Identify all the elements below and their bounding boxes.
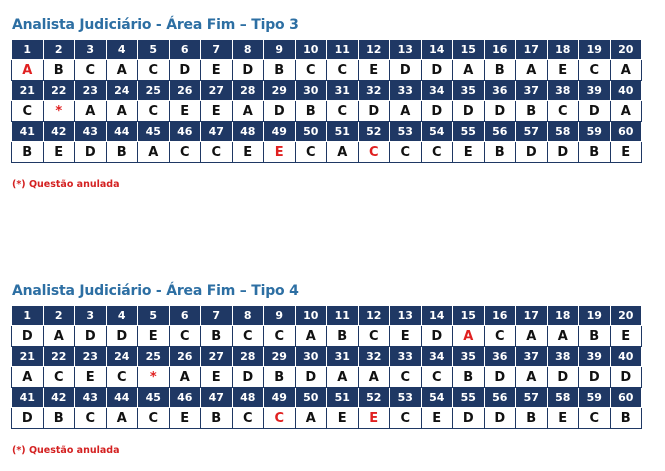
question-number: 23 bbox=[75, 81, 107, 101]
answer-cell: C bbox=[484, 326, 516, 347]
question-number: 39 bbox=[579, 347, 611, 367]
question-number: 6 bbox=[169, 40, 201, 60]
question-number: 53 bbox=[390, 122, 422, 142]
question-number: 56 bbox=[484, 122, 516, 142]
question-number: 16 bbox=[484, 40, 516, 60]
answer-cell: C bbox=[169, 326, 201, 347]
answer-cell: C bbox=[138, 101, 170, 122]
question-number: 17 bbox=[516, 40, 548, 60]
question-number: 59 bbox=[579, 388, 611, 408]
question-number: 49 bbox=[264, 122, 296, 142]
question-number: 9 bbox=[264, 40, 296, 60]
question-number: 58 bbox=[547, 122, 579, 142]
question-number: 52 bbox=[358, 122, 390, 142]
question-number: 42 bbox=[43, 388, 75, 408]
question-number: 43 bbox=[75, 122, 107, 142]
question-number: 7 bbox=[201, 40, 233, 60]
question-number: 45 bbox=[138, 388, 170, 408]
question-number: 46 bbox=[169, 122, 201, 142]
answer-cell: E bbox=[201, 367, 233, 388]
answer-cell: A bbox=[75, 101, 107, 122]
answer-cell: E bbox=[138, 326, 170, 347]
answer-row bbox=[12, 60, 642, 81]
answer-cell: C bbox=[327, 101, 359, 122]
answer-row bbox=[12, 101, 642, 122]
answer-cell: A bbox=[516, 326, 548, 347]
question-number: 3 bbox=[75, 40, 107, 60]
answer-cell: A bbox=[12, 367, 44, 388]
answer-cell: D bbox=[579, 101, 611, 122]
answer-cell: D bbox=[453, 408, 485, 429]
question-number: 50 bbox=[295, 122, 327, 142]
answer-cell: C bbox=[295, 60, 327, 81]
question-number: 58 bbox=[547, 388, 579, 408]
answer-cell: E bbox=[169, 101, 201, 122]
question-number: 54 bbox=[421, 122, 453, 142]
question-number-row bbox=[12, 347, 642, 367]
answer-cell: C bbox=[232, 408, 264, 429]
question-number: 21 bbox=[12, 347, 44, 367]
answer-cell: B bbox=[484, 60, 516, 81]
answer-cell: C bbox=[390, 142, 422, 163]
answer-cell: C bbox=[421, 142, 453, 163]
question-number: 22 bbox=[43, 81, 75, 101]
question-number: 51 bbox=[327, 122, 359, 142]
question-number: 14 bbox=[421, 40, 453, 60]
question-number: 31 bbox=[327, 81, 359, 101]
question-number: 11 bbox=[327, 40, 359, 60]
answer-cell: A bbox=[516, 60, 548, 81]
answer-cell: B bbox=[516, 101, 548, 122]
answer-cell: E bbox=[327, 408, 359, 429]
question-number: 4 bbox=[106, 40, 138, 60]
question-number: 30 bbox=[295, 347, 327, 367]
question-number: 1 bbox=[12, 40, 44, 60]
question-number: 19 bbox=[579, 306, 611, 326]
question-number: 32 bbox=[358, 81, 390, 101]
answer-key-table bbox=[11, 305, 642, 429]
answer-cell: A bbox=[106, 408, 138, 429]
answer-cell: D bbox=[421, 101, 453, 122]
answer-cell: E bbox=[43, 142, 75, 163]
question-number: 52 bbox=[358, 388, 390, 408]
question-number: 30 bbox=[295, 81, 327, 101]
question-number: 5 bbox=[138, 306, 170, 326]
answer-cell: D bbox=[232, 60, 264, 81]
answer-cell: E bbox=[201, 60, 233, 81]
answer-cell: B bbox=[579, 142, 611, 163]
answer-cell: C bbox=[295, 142, 327, 163]
annulled-note: (*) Questão anulada bbox=[12, 179, 120, 190]
answer-cell: A bbox=[295, 326, 327, 347]
question-number: 26 bbox=[169, 81, 201, 101]
question-number: 41 bbox=[12, 388, 44, 408]
question-number: 38 bbox=[547, 347, 579, 367]
question-number: 54 bbox=[421, 388, 453, 408]
question-number: 29 bbox=[264, 81, 296, 101]
question-number: 2 bbox=[43, 306, 75, 326]
question-number: 22 bbox=[43, 347, 75, 367]
question-number: 13 bbox=[390, 40, 422, 60]
question-number-row bbox=[12, 81, 642, 101]
answer-cell: E bbox=[232, 142, 264, 163]
question-number: 48 bbox=[232, 122, 264, 142]
answer-cell: A bbox=[453, 326, 485, 347]
answer-cell: C bbox=[201, 142, 233, 163]
question-number: 6 bbox=[169, 306, 201, 326]
question-number: 53 bbox=[390, 388, 422, 408]
answer-cell: A bbox=[453, 60, 485, 81]
question-number: 29 bbox=[264, 347, 296, 367]
answer-cell: E bbox=[201, 101, 233, 122]
question-number: 31 bbox=[327, 347, 359, 367]
answer-cell: C bbox=[138, 408, 170, 429]
answer-cell: D bbox=[484, 367, 516, 388]
question-number: 4 bbox=[106, 306, 138, 326]
question-number: 42 bbox=[43, 122, 75, 142]
question-number: 18 bbox=[547, 306, 579, 326]
answer-cell: E bbox=[610, 142, 642, 163]
answer-cell: B bbox=[579, 326, 611, 347]
answer-cell: * bbox=[43, 101, 75, 122]
question-number: 7 bbox=[201, 306, 233, 326]
answer-cell: A bbox=[43, 326, 75, 347]
question-number: 24 bbox=[106, 347, 138, 367]
question-number: 23 bbox=[75, 347, 107, 367]
answer-cell: B bbox=[201, 408, 233, 429]
question-number: 11 bbox=[327, 306, 359, 326]
question-number: 55 bbox=[453, 122, 485, 142]
answer-cell: C bbox=[358, 142, 390, 163]
question-number: 40 bbox=[610, 347, 642, 367]
question-number: 12 bbox=[358, 40, 390, 60]
question-number: 41 bbox=[12, 122, 44, 142]
answer-cell: A bbox=[610, 60, 642, 81]
answer-cell: E bbox=[358, 408, 390, 429]
answer-cell: C bbox=[327, 60, 359, 81]
question-number: 47 bbox=[201, 122, 233, 142]
answer-cell: E bbox=[610, 326, 642, 347]
question-number: 16 bbox=[484, 306, 516, 326]
answer-cell: A bbox=[169, 367, 201, 388]
question-number: 27 bbox=[201, 81, 233, 101]
answer-cell: D bbox=[516, 142, 548, 163]
answer-cell: A bbox=[138, 142, 170, 163]
answer-cell: D bbox=[232, 367, 264, 388]
answer-cell: B bbox=[106, 142, 138, 163]
answer-cell: C bbox=[138, 60, 170, 81]
answer-cell: B bbox=[43, 408, 75, 429]
answer-cell: E bbox=[75, 367, 107, 388]
question-number: 10 bbox=[295, 306, 327, 326]
answer-cell: D bbox=[106, 326, 138, 347]
answer-cell: D bbox=[453, 101, 485, 122]
answer-cell: D bbox=[421, 326, 453, 347]
question-number: 39 bbox=[579, 81, 611, 101]
question-number: 33 bbox=[390, 347, 422, 367]
question-number: 49 bbox=[264, 388, 296, 408]
answer-cell: B bbox=[484, 142, 516, 163]
answer-cell: D bbox=[484, 101, 516, 122]
answer-cell: C bbox=[547, 101, 579, 122]
answer-cell: D bbox=[75, 142, 107, 163]
question-number: 18 bbox=[547, 40, 579, 60]
question-number: 15 bbox=[453, 306, 485, 326]
answer-cell: B bbox=[327, 326, 359, 347]
question-number: 36 bbox=[484, 347, 516, 367]
answer-row bbox=[12, 408, 642, 429]
answer-cell: A bbox=[327, 142, 359, 163]
question-number: 37 bbox=[516, 81, 548, 101]
answer-cell: D bbox=[610, 367, 642, 388]
answer-cell: C bbox=[43, 367, 75, 388]
answer-row bbox=[12, 326, 642, 347]
question-number: 14 bbox=[421, 306, 453, 326]
answer-cell: E bbox=[421, 408, 453, 429]
answer-cell: D bbox=[579, 367, 611, 388]
answer-row bbox=[12, 142, 642, 163]
answer-cell: E bbox=[169, 408, 201, 429]
question-number: 40 bbox=[610, 81, 642, 101]
question-number: 25 bbox=[138, 81, 170, 101]
question-number: 34 bbox=[421, 347, 453, 367]
answer-cell: D bbox=[421, 60, 453, 81]
question-number: 46 bbox=[169, 388, 201, 408]
question-number: 8 bbox=[232, 306, 264, 326]
answer-cell: C bbox=[75, 408, 107, 429]
question-number: 9 bbox=[264, 306, 296, 326]
answer-cell: D bbox=[295, 367, 327, 388]
answer-cell: D bbox=[358, 101, 390, 122]
question-number: 45 bbox=[138, 122, 170, 142]
question-number: 34 bbox=[421, 81, 453, 101]
answer-cell: E bbox=[390, 326, 422, 347]
question-number: 20 bbox=[610, 306, 642, 326]
answer-cell: E bbox=[547, 60, 579, 81]
question-number: 17 bbox=[516, 306, 548, 326]
question-number-row bbox=[12, 388, 642, 408]
question-number: 20 bbox=[610, 40, 642, 60]
question-number: 28 bbox=[232, 347, 264, 367]
question-number: 56 bbox=[484, 388, 516, 408]
answer-cell: A bbox=[106, 60, 138, 81]
section-title: Analista Judiciário - Área Fim – Tipo 4 bbox=[12, 283, 299, 299]
answer-cell: C bbox=[75, 60, 107, 81]
answer-row bbox=[12, 367, 642, 388]
answer-cell: B bbox=[295, 101, 327, 122]
answer-cell: D bbox=[169, 60, 201, 81]
question-number: 38 bbox=[547, 81, 579, 101]
question-number: 57 bbox=[516, 388, 548, 408]
answer-cell: B bbox=[12, 142, 44, 163]
question-number-row bbox=[12, 122, 642, 142]
answer-cell: B bbox=[201, 326, 233, 347]
answer-cell: E bbox=[264, 142, 296, 163]
question-number: 12 bbox=[358, 306, 390, 326]
question-number: 15 bbox=[453, 40, 485, 60]
question-number: 21 bbox=[12, 81, 44, 101]
answer-cell: B bbox=[516, 408, 548, 429]
answer-cell: A bbox=[327, 367, 359, 388]
answer-cell: E bbox=[453, 142, 485, 163]
answer-cell: D bbox=[264, 101, 296, 122]
answer-cell: B bbox=[453, 367, 485, 388]
question-number: 32 bbox=[358, 347, 390, 367]
question-number: 37 bbox=[516, 347, 548, 367]
answer-cell: D bbox=[75, 326, 107, 347]
question-number: 50 bbox=[295, 388, 327, 408]
answer-cell: C bbox=[264, 326, 296, 347]
answer-cell: C bbox=[106, 367, 138, 388]
question-number: 28 bbox=[232, 81, 264, 101]
answer-cell: C bbox=[579, 408, 611, 429]
answer-cell: D bbox=[547, 142, 579, 163]
answer-cell: C bbox=[421, 367, 453, 388]
question-number: 25 bbox=[138, 347, 170, 367]
answer-cell: E bbox=[547, 408, 579, 429]
question-number: 47 bbox=[201, 388, 233, 408]
answer-cell: C bbox=[12, 101, 44, 122]
answer-cell: C bbox=[232, 326, 264, 347]
answer-cell: D bbox=[547, 367, 579, 388]
question-number: 55 bbox=[453, 388, 485, 408]
answer-cell: B bbox=[264, 367, 296, 388]
answer-cell: D bbox=[12, 326, 44, 347]
question-number: 57 bbox=[516, 122, 548, 142]
question-number: 19 bbox=[579, 40, 611, 60]
question-number: 24 bbox=[106, 81, 138, 101]
answer-cell: A bbox=[106, 101, 138, 122]
question-number: 3 bbox=[75, 306, 107, 326]
answer-cell: C bbox=[169, 142, 201, 163]
answer-cell: A bbox=[295, 408, 327, 429]
answer-cell: C bbox=[579, 60, 611, 81]
answer-cell: A bbox=[232, 101, 264, 122]
question-number: 35 bbox=[453, 81, 485, 101]
question-number: 27 bbox=[201, 347, 233, 367]
question-number: 36 bbox=[484, 81, 516, 101]
answer-cell: B bbox=[264, 60, 296, 81]
question-number: 43 bbox=[75, 388, 107, 408]
question-number: 48 bbox=[232, 388, 264, 408]
answer-cell: C bbox=[390, 408, 422, 429]
question-number: 59 bbox=[579, 122, 611, 142]
answer-cell: * bbox=[138, 367, 170, 388]
question-number: 5 bbox=[138, 40, 170, 60]
question-number: 60 bbox=[610, 122, 642, 142]
question-number: 44 bbox=[106, 388, 138, 408]
answer-cell: C bbox=[264, 408, 296, 429]
question-number: 1 bbox=[12, 306, 44, 326]
answer-cell: A bbox=[358, 367, 390, 388]
answer-cell: D bbox=[12, 408, 44, 429]
question-number: 26 bbox=[169, 347, 201, 367]
answer-cell: A bbox=[516, 367, 548, 388]
answer-cell: A bbox=[610, 101, 642, 122]
section-title: Analista Judiciário - Área Fim – Tipo 3 bbox=[12, 17, 299, 33]
answer-cell: C bbox=[358, 326, 390, 347]
answer-cell: A bbox=[547, 326, 579, 347]
question-number: 35 bbox=[453, 347, 485, 367]
question-number: 60 bbox=[610, 388, 642, 408]
answer-cell: C bbox=[390, 367, 422, 388]
answer-cell: E bbox=[358, 60, 390, 81]
question-number: 2 bbox=[43, 40, 75, 60]
question-number: 10 bbox=[295, 40, 327, 60]
answer-cell: B bbox=[43, 60, 75, 81]
question-number: 51 bbox=[327, 388, 359, 408]
question-number: 44 bbox=[106, 122, 138, 142]
answer-cell: A bbox=[390, 101, 422, 122]
question-number-row bbox=[12, 40, 642, 60]
question-number: 8 bbox=[232, 40, 264, 60]
answer-cell: D bbox=[484, 408, 516, 429]
question-number: 13 bbox=[390, 306, 422, 326]
annulled-note: (*) Questão anulada bbox=[12, 445, 120, 456]
answer-cell: B bbox=[610, 408, 642, 429]
answer-key-table bbox=[11, 39, 642, 163]
question-number: 33 bbox=[390, 81, 422, 101]
answer-cell: D bbox=[390, 60, 422, 81]
question-number-row bbox=[12, 306, 642, 326]
answer-cell: A bbox=[12, 60, 44, 81]
